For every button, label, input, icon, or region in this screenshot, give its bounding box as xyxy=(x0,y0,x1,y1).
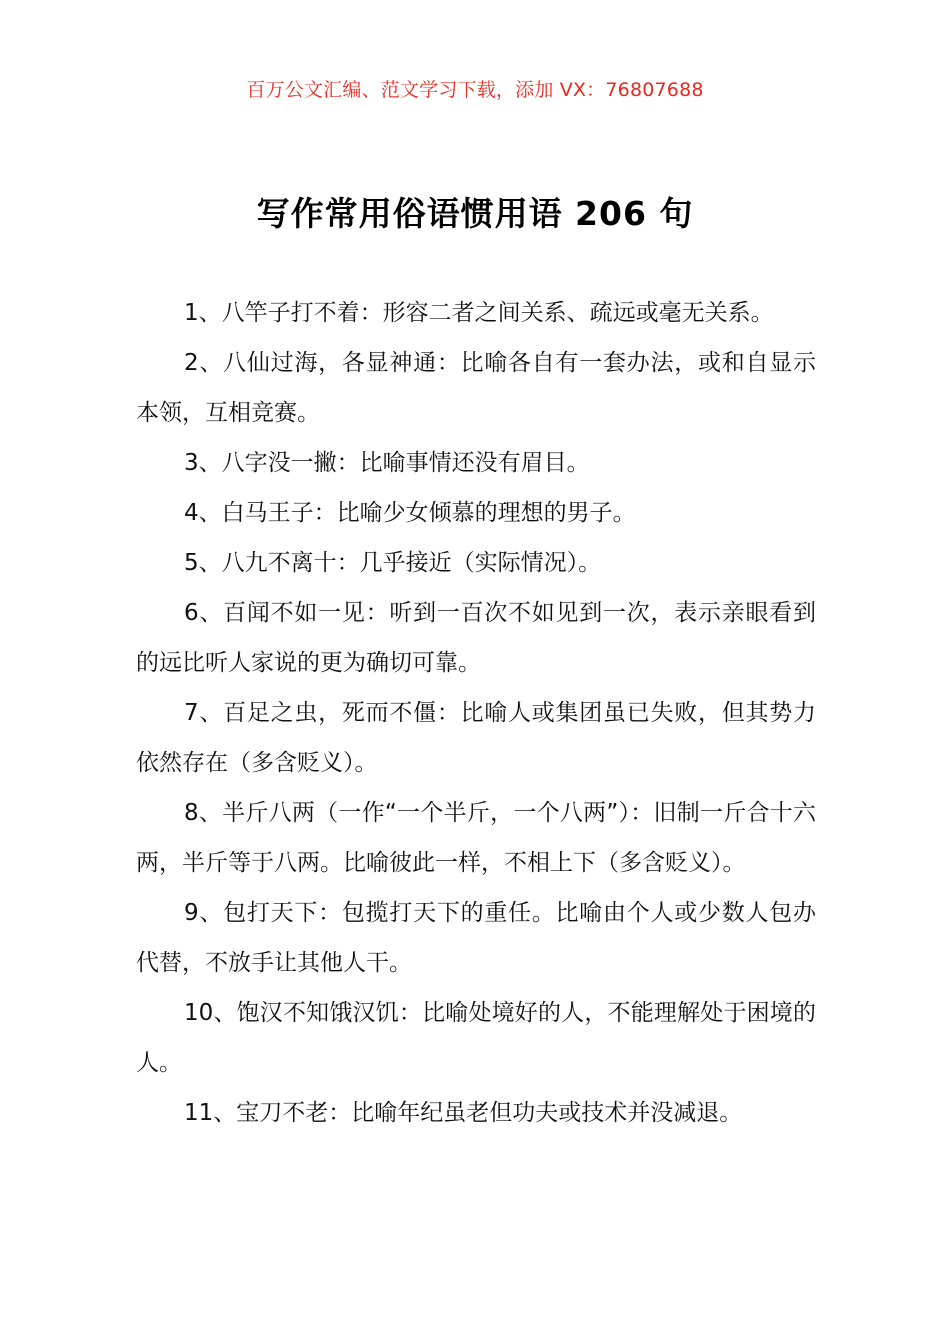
entry-11: 11、宝刀不老：比喻年纪虽老但功夫或技术并没减退。 xyxy=(184,1100,743,1126)
entry-list xyxy=(136,288,816,1138)
entry-10: 10、饱汉不知饿汉饥：比喻处境好的人，不能理解处于困境的人。 xyxy=(136,1000,816,1076)
header-watermark-note: 百万公文汇编、范文学习下载，添加 VX：76807688 xyxy=(246,79,704,101)
entry-7: 7、百足之虫，死而不僵：比喻人或集团虽已失败，但其势力依然存在（多含贬义）。 xyxy=(136,700,816,776)
entry-5: 5、八九不离十：几乎接近（实际情况）。 xyxy=(184,550,602,576)
entry-8: 8、半斤八两（一作“一个半斤，一个八两”）：旧制一斤合十六两，半斤等于八两。比喻彼此一样，不相上下（多含贬义）。 xyxy=(136,800,816,876)
entry-9: 9、包打天下：包揽打天下的重任。比喻由个人或少数人包办代替，不放手让其他人干。 xyxy=(136,900,816,976)
page-title: 写作常用俗语惯用语 206 句 xyxy=(256,194,694,233)
entry-2: 2、八仙过海，各显神通：比喻各自有一套办法，或和自显示本领，互相竞赛。 xyxy=(136,350,816,426)
entry-3: 3、八字没一撇：比喻事情还没有眉目。 xyxy=(184,450,590,476)
entry-4: 4、白马王子：比喻少女倾慕的理想的男子。 xyxy=(184,500,636,526)
entry-1: 1、八竿子打不着：形容二者之间关系、疏远或毫无关系。 xyxy=(184,300,774,326)
entry-6: 6、百闻不如一见：听到一百次不如见到一次，表示亲眼看到的远比听人家说的更为确切可靠。 xyxy=(136,600,816,676)
